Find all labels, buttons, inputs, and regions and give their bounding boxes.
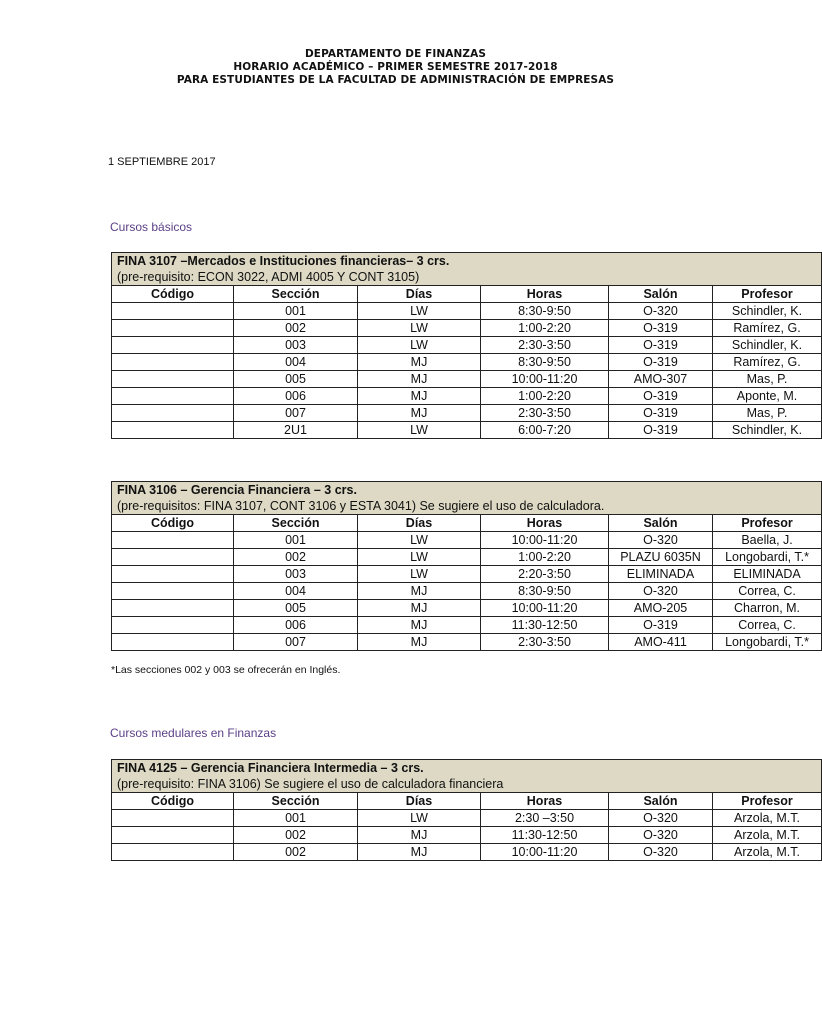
table-cell: O-319 [609,422,713,439]
table-cell: MJ [358,634,481,651]
table-cell [112,566,234,583]
table-cell: O-320 [609,810,713,827]
table-cell [112,634,234,651]
table-cell: 11:30-12:50 [481,827,609,844]
table-cell: MJ [358,617,481,634]
document-header [0,48,791,87]
column-header-row [112,793,822,810]
course-table-fina3107 [111,252,822,439]
course-title: FINA 3107 –Mercados e Instituciones financieras– 3 crs. [112,253,822,270]
table-cell: 2:30-3:50 [481,405,609,422]
course-title: FINA 3106 – Gerencia Financiera – 3 crs. [112,482,822,499]
table-cell: O-319 [609,405,713,422]
table-cell: 002 [234,827,358,844]
table-cell: 007 [234,634,358,651]
table-cell: O-320 [609,844,713,861]
table-cell: 10:00-11:20 [481,600,609,617]
table-cell: 002 [234,844,358,861]
table-cell: 11:30-12:50 [481,617,609,634]
table-cell: MJ [358,827,481,844]
table-cell: 2:30-3:50 [481,337,609,354]
table-cell: O-320 [609,583,713,600]
column-header: Código [112,793,234,810]
table-row [112,583,822,600]
table-row [112,810,822,827]
table-cell [112,303,234,320]
table-row [112,422,822,439]
table-cell: 8:30-9:50 [481,583,609,600]
table-cell: 001 [234,810,358,827]
table-cell [112,583,234,600]
column-header: Sección [234,793,358,810]
column-header: Horas [481,286,609,303]
table-cell: 8:30-9:50 [481,354,609,371]
table-cell: Mas, P. [713,405,822,422]
table-cell: 003 [234,566,358,583]
table-cell [112,337,234,354]
column-header: Días [358,793,481,810]
table-cell [112,617,234,634]
section-title-basic: Cursos básicos [110,220,193,234]
table-cell: 10:00-11:20 [481,844,609,861]
table-cell: PLAZU 6035N [609,549,713,566]
column-header: Profesor [713,793,822,810]
table-cell: LW [358,320,481,337]
column-header-row [112,515,822,532]
table-cell: Correa, C. [713,583,822,600]
column-header: Salón [609,793,713,810]
table-cell: O-320 [609,303,713,320]
table-row [112,371,822,388]
table-cell: 005 [234,371,358,388]
table-cell: O-319 [609,388,713,405]
table-cell: AMO-307 [609,371,713,388]
table-row [112,566,822,583]
table-cell: O-319 [609,337,713,354]
table-cell: 2U1 [234,422,358,439]
column-header: Profesor [713,286,822,303]
table-cell: 6:00-7:20 [481,422,609,439]
table-cell: 001 [234,303,358,320]
table-row [112,634,822,651]
faculty-subtitle: PARA ESTUDIANTES DE LA FACULTAD DE ADMINISTRACIÓN DE EMPRESAS [176,74,615,86]
table-cell: 1:00-2:20 [481,549,609,566]
schedule-title: HORARIO ACADÉMICO – PRIMER SEMESTRE 2017-2018 [233,61,558,73]
table-cell: O-319 [609,617,713,634]
table-row [112,600,822,617]
table-cell: Schindler, K. [713,303,822,320]
table-cell: MJ [358,844,481,861]
table-cell: 10:00-11:20 [481,371,609,388]
table-cell [112,354,234,371]
document-date: 1 SEPTIEMBRE 2017 [108,156,216,168]
table-cell: AMO-205 [609,600,713,617]
course-prerequisites: (pre-requisitos: FINA 3107, CONT 3106 y ESTA 3041) Se sugiere el uso de calculadora. [112,498,822,515]
table-cell: ELIMINADA [713,566,822,583]
table-cell: MJ [358,388,481,405]
table-cell: ELIMINADA [609,566,713,583]
table-cell: 2:20-3:50 [481,566,609,583]
table-row [112,844,822,861]
table-cell: 8:30-9:50 [481,303,609,320]
table-cell: 1:00-2:20 [481,388,609,405]
column-header: Días [358,286,481,303]
table-cell: 007 [234,405,358,422]
table-row [112,388,822,405]
table-cell: Charron, M. [713,600,822,617]
table-row [112,303,822,320]
table-row [112,532,822,549]
column-header: Horas [481,793,609,810]
table-cell: MJ [358,354,481,371]
column-header: Horas [481,515,609,532]
table-cell [112,388,234,405]
table-cell [112,371,234,388]
table-cell [112,422,234,439]
table-cell [112,600,234,617]
table-cell: 006 [234,388,358,405]
column-header: Salón [609,515,713,532]
course-table-fina4125 [111,759,822,861]
course-table-fina3106 [111,481,822,651]
course-title: FINA 4125 – Gerencia Financiera Intermedia – 3 crs. [112,760,822,777]
table-cell: LW [358,422,481,439]
table-cell: O-320 [609,827,713,844]
table-row [112,337,822,354]
column-header-row [112,286,822,303]
table-cell: 1:00-2:20 [481,320,609,337]
table-cell: Schindler, K. [713,337,822,354]
column-header: Código [112,515,234,532]
table-cell: 002 [234,549,358,566]
table-cell: LW [358,566,481,583]
table-cell [112,844,234,861]
table-cell: O-319 [609,320,713,337]
course-note: *Las secciones 002 y 003 se ofrecerán en Inglés. [111,664,341,676]
table-cell: 005 [234,600,358,617]
table-cell: 002 [234,320,358,337]
table-cell: Correa, C. [713,617,822,634]
table-cell: Longobardi, T.* [713,634,822,651]
table-cell [112,827,234,844]
table-row [112,827,822,844]
table-cell: LW [358,532,481,549]
table-cell: AMO-411 [609,634,713,651]
table-cell: O-319 [609,354,713,371]
table-cell: 10:00-11:20 [481,532,609,549]
table-cell: 004 [234,583,358,600]
table-cell: LW [358,810,481,827]
table-cell [112,549,234,566]
column-header: Sección [234,286,358,303]
column-header: Código [112,286,234,303]
table-cell [112,810,234,827]
table-cell: 2:30-3:50 [481,634,609,651]
table-row [112,405,822,422]
table-row [112,320,822,337]
course-prerequisites: (pre-requisito: FINA 3106) Se sugiere el uso de calculadora financiera [112,776,822,793]
table-cell: 006 [234,617,358,634]
table-cell: Longobardi, T.* [713,549,822,566]
table-cell: 001 [234,532,358,549]
table-cell: Mas, P. [713,371,822,388]
table-cell: 2:30 –3:50 [481,810,609,827]
table-cell: MJ [358,371,481,388]
table-cell: 004 [234,354,358,371]
column-header: Sección [234,515,358,532]
table-cell [112,320,234,337]
table-cell: Arzola, M.T. [713,810,822,827]
department-title: DEPARTAMENTO DE FINANZAS [304,48,486,60]
table-cell: Ramírez, G. [713,354,822,371]
table-cell [112,532,234,549]
table-cell: Aponte, M. [713,388,822,405]
table-cell: LW [358,549,481,566]
column-header: Días [358,515,481,532]
table-cell [112,405,234,422]
table-cell: O-320 [609,532,713,549]
column-header: Profesor [713,515,822,532]
column-header: Salón [609,286,713,303]
section-title-core: Cursos medulares en Finanzas [110,726,277,740]
table-cell: Ramírez, G. [713,320,822,337]
table-row [112,354,822,371]
table-cell: MJ [358,600,481,617]
course-prerequisites: (pre-requisito: ECON 3022, ADMI 4005 Y CONT 3105) [112,269,822,286]
table-row [112,617,822,634]
table-cell: MJ [358,405,481,422]
table-cell: 003 [234,337,358,354]
table-cell: Arzola, M.T. [713,827,822,844]
table-cell: LW [358,337,481,354]
table-row [112,549,822,566]
table-cell: LW [358,303,481,320]
table-cell: MJ [358,583,481,600]
table-cell: Schindler, K. [713,422,822,439]
table-cell: Arzola, M.T. [713,844,822,861]
table-cell: Baella, J. [713,532,822,549]
